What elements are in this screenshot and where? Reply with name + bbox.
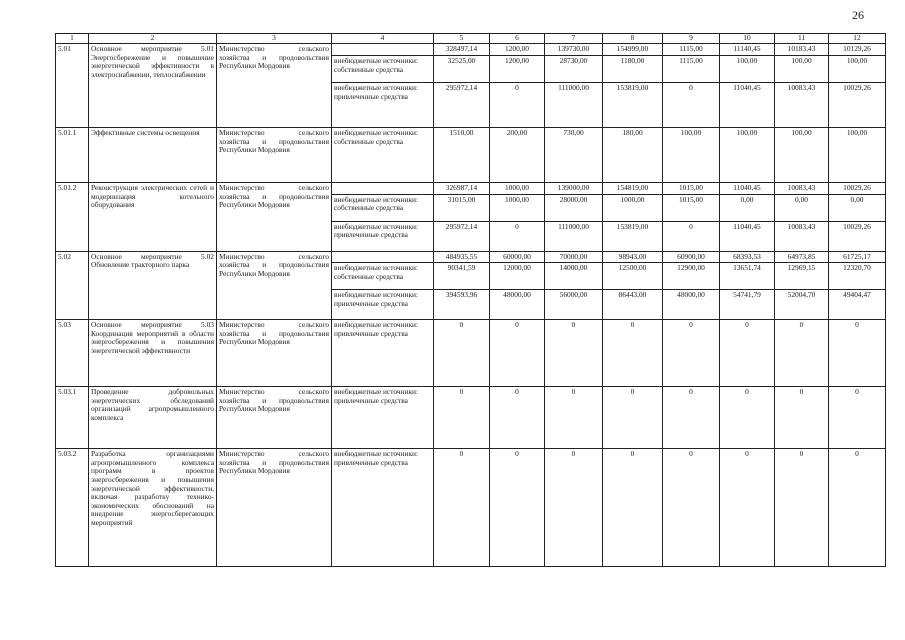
value-cell: 0 — [603, 320, 663, 387]
funding-source: внебюджетные источники: привлеченные средства — [332, 387, 434, 449]
value-cell: 0 — [603, 449, 663, 567]
funding-source: внебюджетные источники: привлеченные средства — [332, 290, 434, 320]
value-cell: 0 — [490, 320, 545, 387]
value-cell: 180,00 — [603, 128, 663, 183]
value-cell: 12969,15 — [775, 263, 829, 290]
value-cell: 32525,00 — [434, 56, 490, 83]
value-cell: 1115,00 — [663, 44, 720, 56]
value-cell: 0 — [490, 449, 545, 567]
responsible-ministry: Министерство сельского хозяйства и продовольствия Республики Мордовия — [217, 183, 332, 252]
header-row — [56, 34, 886, 44]
header-cell: 1 — [56, 34, 89, 44]
value-cell: 100,00 — [663, 128, 720, 183]
header-cell: 6 — [490, 34, 545, 44]
value-cell: 1180,00 — [603, 56, 663, 83]
row-code: 5.03.1 — [56, 387, 89, 449]
value-cell: 0,00 — [829, 194, 886, 221]
value-cell: 90341,59 — [434, 263, 490, 290]
value-cell: 100,00 — [829, 128, 886, 183]
value-cell: 1200,00 — [490, 56, 545, 83]
value-cell: 70000,00 — [545, 251, 603, 263]
value-cell: 730,00 — [545, 128, 603, 183]
header-cell: 7 — [545, 34, 603, 44]
value-cell: 10083,43 — [775, 221, 829, 251]
table-row — [56, 44, 886, 56]
value-cell: 64973,85 — [775, 251, 829, 263]
value-cell: 0,00 — [775, 194, 829, 221]
value-cell: 100,00 — [720, 128, 775, 183]
value-cell: 11040,45 — [720, 183, 775, 195]
header-cell: 10 — [720, 34, 775, 44]
value-cell: 295972,14 — [434, 83, 490, 128]
measure-name: Основное мероприятие 5.01 Энергосбережение и повышение энергетической эффективности в электроснабжении, теплоснабжении — [89, 44, 217, 128]
value-cell: 12000,00 — [490, 263, 545, 290]
header-cell: 12 — [829, 34, 886, 44]
value-cell: 0 — [720, 320, 775, 387]
header-cell: 4 — [332, 34, 434, 44]
value-cell: 11040,45 — [720, 221, 775, 251]
value-cell: 0 — [663, 449, 720, 567]
value-cell: 10029,26 — [829, 83, 886, 128]
funding-source: внебюджетные источники: привлеченные средства — [332, 221, 434, 251]
value-cell: 61725,17 — [829, 251, 886, 263]
source-total — [332, 251, 434, 263]
header-cell: 11 — [775, 34, 829, 44]
value-cell: 0 — [545, 387, 603, 449]
header-cell: 5 — [434, 34, 490, 44]
value-cell: 12900,00 — [663, 263, 720, 290]
value-cell: 139000,00 — [545, 183, 603, 195]
responsible-ministry: Министерство сельского хозяйства и продовольствия Республики Мордовия — [217, 387, 332, 449]
table-row — [56, 251, 886, 263]
value-cell: 56000,00 — [545, 290, 603, 320]
responsible-ministry: Министерство сельского хозяйства и продовольствия Республики Мордовия — [217, 449, 332, 567]
value-cell: 154999,00 — [603, 44, 663, 56]
value-cell: 0 — [663, 83, 720, 128]
funding-source: внебюджетные источники: собственные средства — [332, 128, 434, 183]
value-cell: 0 — [775, 449, 829, 567]
value-cell: 60900,00 — [663, 251, 720, 263]
value-cell: 1000,00 — [490, 183, 545, 195]
value-cell: 10129,26 — [829, 44, 886, 56]
row-code: 5.03.2 — [56, 449, 89, 567]
source-total — [332, 44, 434, 56]
responsible-ministry: Министерство сельского хозяйства и продовольствия Республики Мордовия — [217, 320, 332, 387]
value-cell: 0 — [829, 449, 886, 567]
row-code: 5.03 — [56, 320, 89, 387]
value-cell: 0 — [663, 221, 720, 251]
measure-name: Основное мероприятие 5.03 Координация мероприятий в области энергосбережения и повышения энергетической эффективности — [89, 320, 217, 387]
value-cell: 10083,43 — [775, 183, 829, 195]
value-cell: 153819,00 — [603, 83, 663, 128]
value-cell: 111000,00 — [545, 221, 603, 251]
value-cell: 48000,00 — [490, 290, 545, 320]
value-cell: 326987,14 — [434, 183, 490, 195]
value-cell: 0 — [720, 449, 775, 567]
value-cell: 48000,00 — [663, 290, 720, 320]
value-cell: 54741,79 — [720, 290, 775, 320]
table-row — [56, 387, 886, 449]
value-cell: 200,00 — [490, 128, 545, 183]
measure-name: Основное мероприятие 5.02 Обновление тракторного парка — [89, 251, 217, 320]
value-cell: 100,00 — [775, 56, 829, 83]
value-cell: 1015,00 — [663, 194, 720, 221]
value-cell: 328497,14 — [434, 44, 490, 56]
value-cell: 394593,96 — [434, 290, 490, 320]
measure-name: Эффективные системы освещения — [89, 128, 217, 183]
funding-source: внебюджетные источники: привлеченные средства — [332, 320, 434, 387]
value-cell: 12320,70 — [829, 263, 886, 290]
value-cell: 0 — [603, 387, 663, 449]
value-cell: 10083,43 — [775, 83, 829, 128]
value-cell: 0 — [434, 387, 490, 449]
value-cell: 139730,00 — [545, 44, 603, 56]
value-cell: 1000,00 — [603, 194, 663, 221]
value-cell: 28000,00 — [545, 194, 603, 221]
value-cell: 12500,00 — [603, 263, 663, 290]
value-cell: 0 — [545, 320, 603, 387]
measure-name: Разработка организациями агропромышленного комплекса программ в проектов энергосбережения и повышения энергетической эффективности, включая разработку технико-экономических обоснований на внедрение энергосберегающих мероприятий — [89, 449, 217, 567]
value-cell: 11140,45 — [720, 44, 775, 56]
row-code: 5.02 — [56, 251, 89, 320]
value-cell: 52004,70 — [775, 290, 829, 320]
value-cell: 98943,00 — [603, 251, 663, 263]
value-cell: 0,00 — [720, 194, 775, 221]
value-cell: 86443,00 — [603, 290, 663, 320]
header-cell: 3 — [217, 34, 332, 44]
value-cell: 0 — [490, 221, 545, 251]
value-cell: 295972,14 — [434, 221, 490, 251]
value-cell: 28730,00 — [545, 56, 603, 83]
value-cell: 0 — [434, 449, 490, 567]
value-cell: 10029,26 — [829, 183, 886, 195]
value-cell: 0 — [775, 387, 829, 449]
value-cell: 111000,00 — [545, 83, 603, 128]
funding-source: внебюджетные источники: привлеченные средства — [332, 83, 434, 128]
responsible-ministry: Министерство сельского хозяйства и продовольствия Республики Мордовия — [217, 44, 332, 128]
value-cell: 100,00 — [775, 128, 829, 183]
table-row — [56, 449, 886, 567]
header-cell: 8 — [603, 34, 663, 44]
table-row — [56, 320, 886, 387]
header-cell: 2 — [89, 34, 217, 44]
value-cell: 10183,43 — [775, 44, 829, 56]
value-cell: 60000,00 — [490, 251, 545, 263]
value-cell: 11040,45 — [720, 83, 775, 128]
row-code: 5.01.1 — [56, 128, 89, 183]
source-total — [332, 183, 434, 195]
value-cell: 154819,00 — [603, 183, 663, 195]
value-cell: 68393,53 — [720, 251, 775, 263]
value-cell: 1115,00 — [663, 56, 720, 83]
value-cell: 0 — [434, 320, 490, 387]
budget-table-sheet — [55, 33, 885, 567]
funding-source: внебюджетные источники: привлеченные средства — [332, 449, 434, 567]
value-cell: 1510,00 — [434, 128, 490, 183]
value-cell: 153819,00 — [603, 221, 663, 251]
value-cell: 0 — [775, 320, 829, 387]
value-cell: 0 — [663, 387, 720, 449]
row-code: 5.01 — [56, 44, 89, 128]
value-cell: 0 — [829, 320, 886, 387]
responsible-ministry: Министерство сельского хозяйства и продовольствия Республики Мордовия — [217, 128, 332, 183]
page-number: 26 — [852, 8, 864, 22]
measure-name: Проведение добровольных энергетических обследований организаций агропромышленного комплекса — [89, 387, 217, 449]
value-cell: 49404,47 — [829, 290, 886, 320]
value-cell: 0 — [490, 83, 545, 128]
value-cell: 0 — [663, 320, 720, 387]
value-cell: 13651,74 — [720, 263, 775, 290]
value-cell: 31015,00 — [434, 194, 490, 221]
value-cell: 0 — [545, 449, 603, 567]
value-cell: 1200,00 — [490, 44, 545, 56]
measure-name: Реконструкция электрических сетей и модернизация котельного оборудования — [89, 183, 217, 252]
responsible-ministry: Министерство сельского хозяйства и продовольствия Республики Мордовия — [217, 251, 332, 320]
value-cell: 10029,26 — [829, 221, 886, 251]
value-cell: 0 — [829, 387, 886, 449]
funding-source: внебюджетные источники: собственные средства — [332, 56, 434, 83]
value-cell: 1000,00 — [490, 194, 545, 221]
value-cell: 1015,00 — [663, 183, 720, 195]
budget-table — [55, 33, 886, 567]
value-cell: 14000,00 — [545, 263, 603, 290]
table-row — [56, 128, 886, 183]
value-cell: 484935,55 — [434, 251, 490, 263]
value-cell: 0 — [720, 387, 775, 449]
value-cell: 100,00 — [720, 56, 775, 83]
table-row — [56, 183, 886, 195]
value-cell: 100,00 — [829, 56, 886, 83]
value-cell: 0 — [490, 387, 545, 449]
funding-source: внебюджетные источники: собственные средства — [332, 194, 434, 221]
funding-source: внебюджетные источники: собственные средства — [332, 263, 434, 290]
header-cell: 9 — [663, 34, 720, 44]
row-code: 5.01.2 — [56, 183, 89, 252]
